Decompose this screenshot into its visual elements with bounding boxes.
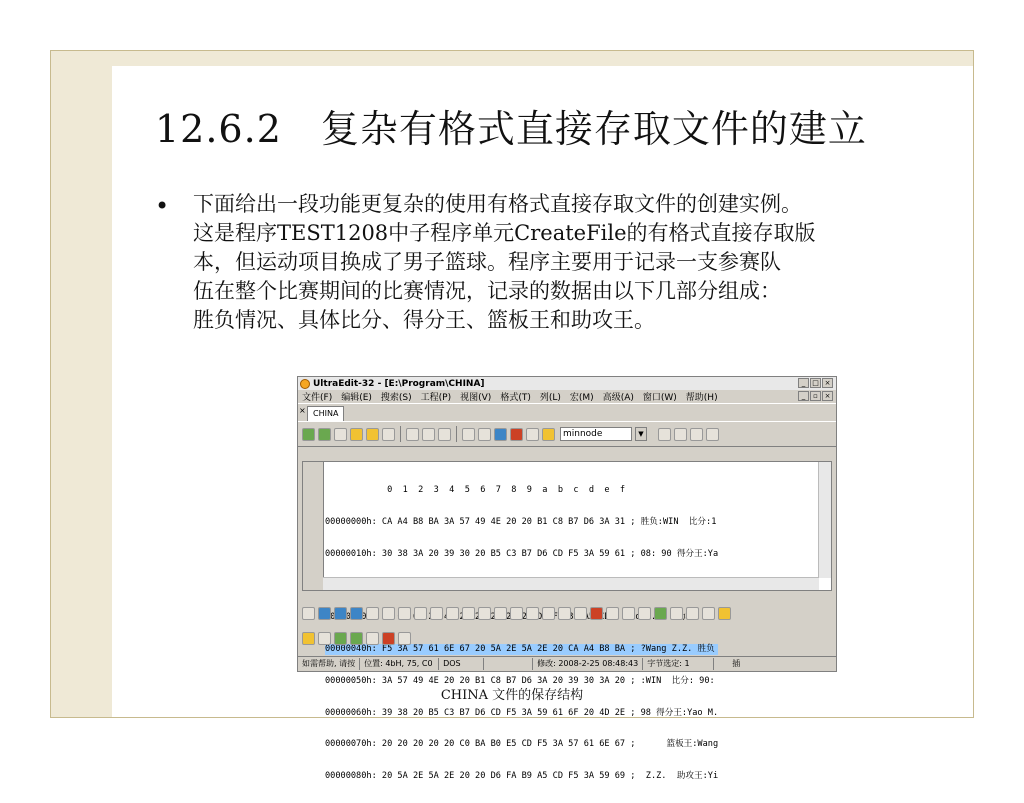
- doc-restore-icon[interactable]: ▫: [810, 391, 821, 401]
- toolbar-separator: [456, 426, 457, 442]
- toolbar-button[interactable]: [654, 607, 667, 620]
- toolbar-button[interactable]: [462, 607, 475, 620]
- menu-window[interactable]: 窗口(W): [642, 393, 677, 403]
- menu-column[interactable]: 列(L): [539, 393, 561, 403]
- menu-file[interactable]: 文件(F): [302, 393, 333, 403]
- status-help: 如需帮助, 请按: [298, 658, 360, 670]
- toolbar-button[interactable]: [398, 632, 411, 645]
- toolbar-button[interactable]: [706, 428, 719, 441]
- toolbar-button[interactable]: [674, 428, 687, 441]
- main-toolbar: [298, 421, 836, 447]
- print-icon[interactable]: [406, 428, 419, 441]
- doc-minimize-icon[interactable]: _: [798, 391, 809, 401]
- toolbar-button[interactable]: [718, 607, 731, 620]
- hex-row-selected: 00000040h: F5 3A 57 61 6E 67 20 5A 2E 5A 2E 20 CA A4 B8 BA ; ?Wang Z.Z. 胜负: [325, 644, 718, 655]
- horizontal-scrollbar[interactable]: [323, 577, 819, 590]
- italic-icon[interactable]: [334, 607, 347, 620]
- word-wrap-icon[interactable]: [478, 428, 491, 441]
- toolbar-button[interactable]: [690, 428, 703, 441]
- paragraph-line: 胜负情况、具体比分、得分王、篮板王和助攻王。: [193, 308, 655, 332]
- browser-icon[interactable]: [494, 428, 507, 441]
- toolbar-button[interactable]: [366, 607, 379, 620]
- toolbar-button[interactable]: [350, 632, 363, 645]
- editor-gutter: [303, 462, 324, 590]
- toolbar-button[interactable]: [366, 632, 379, 645]
- anchor-icon[interactable]: [670, 607, 683, 620]
- paragraph-line: 伍在整个比赛期间的比赛情况，记录的数据由以下几部分组成：: [193, 279, 781, 303]
- close-icon[interactable]: ×: [822, 378, 833, 388]
- toolbar-button[interactable]: [638, 607, 651, 620]
- underline-icon[interactable]: [350, 607, 363, 620]
- tab-china[interactable]: CHINA: [307, 406, 344, 421]
- toolbar-button[interactable]: [542, 607, 555, 620]
- save-icon[interactable]: [382, 428, 395, 441]
- status-modified: 修改: 2008-2-25 08:48:43: [533, 658, 643, 670]
- hex-mode-icon[interactable]: [462, 428, 475, 441]
- toolbar-button[interactable]: [510, 607, 523, 620]
- back-icon[interactable]: [302, 428, 315, 441]
- hex-row: 00000050h: 3A 57 49 4E 20 20 B1 C8 B7 D6 3A 20 39 30 3A 20 ; :WIN 比分: 90:: [325, 675, 715, 686]
- open-file-icon[interactable]: [350, 428, 363, 441]
- paragraph-line: 这是程序TEST1208中子程序单元CreateFile的有格式直接存取版: [193, 221, 816, 245]
- toolbar-button[interactable]: [658, 428, 671, 441]
- menu-edit[interactable]: 编辑(E): [341, 393, 372, 403]
- hex-row: 00000000h: CA A4 B8 BA 3A 57 49 4E 20 20 B1 C8 B7 D6 3A 31 ; 胜负:WIN 比分:1: [325, 516, 717, 527]
- bold-icon[interactable]: [318, 607, 331, 620]
- print-preview-icon[interactable]: [422, 428, 435, 441]
- toolbar-button[interactable]: [334, 632, 347, 645]
- new-file-icon[interactable]: [334, 428, 347, 441]
- toolbar-button[interactable]: [382, 607, 395, 620]
- bullet-marker: •: [155, 192, 170, 220]
- toolbar-button[interactable]: [526, 607, 539, 620]
- toolbar-button[interactable]: [478, 607, 491, 620]
- chevron-down-icon[interactable]: ▼: [635, 427, 647, 441]
- menu-project[interactable]: 工程(P): [420, 393, 452, 403]
- doc-close-icon[interactable]: ×: [822, 391, 833, 401]
- paste-icon[interactable]: [542, 428, 555, 441]
- toolbar-button[interactable]: [398, 607, 411, 620]
- hex-row: 00000010h: 30 38 3A 20 39 30 20 B5 C3 B7 D6 CD F5 3A 59 61 ; 08: 90 得分王:Ya: [325, 548, 719, 559]
- toolbar-button[interactable]: [574, 607, 587, 620]
- find-icon[interactable]: [438, 428, 451, 441]
- toolbar-button[interactable]: [686, 607, 699, 620]
- toolbar-button[interactable]: [558, 607, 571, 620]
- toolbar-button[interactable]: [606, 607, 619, 620]
- open-folder-icon[interactable]: [366, 428, 379, 441]
- function-combo[interactable]: minnode: [560, 427, 632, 441]
- menu-view[interactable]: 视图(V): [460, 393, 492, 403]
- window-controls: [798, 378, 833, 388]
- bullet-paragraph: [193, 190, 933, 335]
- window-titlebar: [298, 377, 836, 390]
- hex-row: 00000080h: 20 5A 2E 5A 2E 20 20 D6 FA B9 A5 CD F5 3A 59 69 ; Z.Z. 助攻王:Yi: [325, 771, 719, 782]
- hex-row: 00000070h: 20 20 20 20 20 C0 BA B0 E5 CD F5 3A 57 61 6E 67 ; 篮板王:Wang: [325, 739, 719, 750]
- paragraph-line: 本，但运动项目换成了男子篮球。程序主要用于记录一支参赛队: [193, 250, 781, 274]
- minimize-icon[interactable]: _: [798, 378, 809, 388]
- toolbar-button[interactable]: [702, 607, 715, 620]
- toolbar-button[interactable]: [430, 607, 443, 620]
- slide-title: 12.6.2 复杂有格式直接存取文件的建立: [155, 107, 867, 151]
- status-bar: [298, 656, 836, 671]
- file-tab-row: [298, 403, 836, 421]
- toolbar-separator: [400, 426, 401, 442]
- toolbar-button[interactable]: [494, 607, 507, 620]
- maximize-icon[interactable]: □: [810, 378, 821, 388]
- window-title: UltraEdit-32 - [E:\Program\CHINA]: [313, 378, 485, 389]
- cut-icon[interactable]: [510, 428, 523, 441]
- toolbar-button[interactable]: [414, 607, 427, 620]
- toolbar-button[interactable]: [382, 632, 395, 645]
- copy-icon[interactable]: [526, 428, 539, 441]
- vertical-scrollbar[interactable]: [818, 462, 831, 578]
- menu-advanced[interactable]: 高级(A): [602, 393, 634, 403]
- tab-close-icon[interactable]: ×: [299, 406, 306, 415]
- status-format: DOS: [439, 658, 484, 670]
- hex-row: A5 CD: [583, 612, 610, 623]
- toolbar-button[interactable]: [446, 607, 459, 620]
- secondary-toolbar: [302, 629, 411, 647]
- toolbar-button[interactable]: [622, 607, 635, 620]
- hex-row: 00000060h: 39 38 20 B5 C3 B7 D6 CD F5 3A 59 61 6F 20 4D 2E ; 98 得分王:Yao M.: [325, 707, 719, 718]
- format-toolbar: [302, 603, 731, 623]
- toolbar-button[interactable]: [590, 607, 603, 620]
- hex-column-header: 0 1 2 3 4 5 6 7 8 9 a b c d e f: [325, 485, 626, 496]
- toolbar-button[interactable]: [302, 607, 315, 620]
- status-insert-mode: 插: [732, 659, 741, 668]
- menu-macro[interactable]: 宏(M): [569, 393, 594, 403]
- toolbar-button[interactable]: [302, 632, 315, 645]
- ultraedit-app-icon: [300, 379, 310, 389]
- status-selection: 字节选定: 1: [643, 658, 714, 670]
- status-empty: [484, 658, 533, 670]
- paragraph-line: 下面给出一段功能更复杂的使用有格式直接存取文件的创建实例。: [193, 192, 802, 216]
- menu-search[interactable]: 搜索(S): [380, 393, 412, 403]
- menu-help[interactable]: 帮助(H): [685, 393, 718, 403]
- menu-format[interactable]: 格式(T): [500, 393, 531, 403]
- document-controls: [798, 391, 833, 401]
- toolbar-button[interactable]: [318, 632, 331, 645]
- forward-icon[interactable]: [318, 428, 331, 441]
- status-position: 位置: 4bH, 75, C0: [360, 658, 439, 670]
- figure-caption: CHINA 文件的保存结构: [440, 688, 584, 703]
- menu-bar: [298, 390, 836, 403]
